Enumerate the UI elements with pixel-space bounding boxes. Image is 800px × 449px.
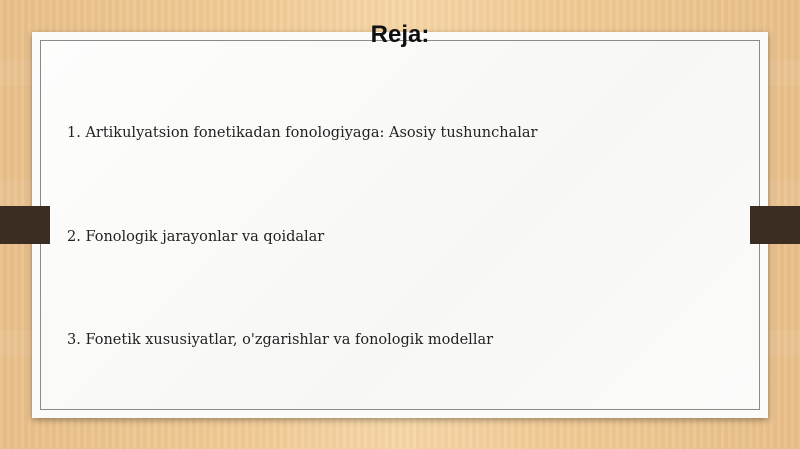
slide-title: Reja: — [370, 21, 430, 48]
plan-item-2: 2. Fonologik jarayonlar va qoidalar — [67, 229, 325, 245]
slide-card — [32, 32, 768, 418]
plan-item-1: 1. Artikulyatsion fonetikadan fonologiyaga: Asosiy tushunchalar — [67, 125, 538, 141]
left-decor-tab — [0, 206, 50, 244]
plan-item-3: 3. Fonetik xususiyatlar, o'zgarishlar va fonologik modellar — [67, 332, 494, 348]
right-decor-tab — [750, 206, 800, 244]
slide-inner-frame — [40, 40, 760, 410]
